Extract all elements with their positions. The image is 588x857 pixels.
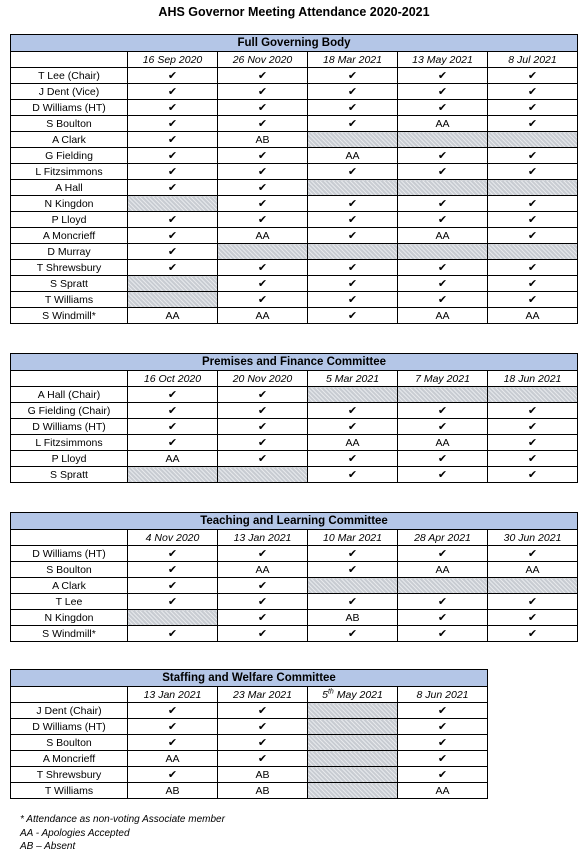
apologies-accepted-cell: AA [398, 308, 488, 324]
attended-check-icon: ✔ [398, 100, 488, 116]
attended-check-icon: ✔ [218, 451, 308, 467]
not-member-cell [488, 132, 578, 148]
attended-check-icon: ✔ [398, 196, 488, 212]
not-member-cell [308, 735, 398, 751]
committee-title: Teaching and Learning Committee [11, 513, 578, 530]
member-row-a-moncrieff [11, 751, 488, 767]
apologies-accepted-cell: AA [128, 451, 218, 467]
attended-check-icon: ✔ [128, 578, 218, 594]
member-row-d-murray [11, 244, 578, 260]
apologies-accepted-cell: AA [488, 562, 578, 578]
member-row-j-dent-chair [11, 703, 488, 719]
apologies-accepted-cell: AA [218, 308, 308, 324]
attended-check-icon: ✔ [398, 84, 488, 100]
header-corner-cell [11, 530, 128, 546]
attended-check-icon: ✔ [128, 180, 218, 196]
not-member-cell [398, 132, 488, 148]
not-member-cell [218, 467, 308, 483]
not-member-cell [128, 610, 218, 626]
attended-check-icon: ✔ [308, 419, 398, 435]
header-corner-cell [11, 52, 128, 68]
footnote-absent: AB – Absent [20, 841, 76, 852]
attended-check-icon: ✔ [398, 451, 488, 467]
member-name: J Dent (Chair) [11, 703, 128, 719]
header-corner-cell [11, 687, 128, 703]
attended-check-icon: ✔ [218, 735, 308, 751]
member-name: P Lloyd [11, 212, 128, 228]
member-row-s-windmill [11, 308, 578, 324]
premises-finance-table [10, 353, 578, 483]
not-member-cell [308, 132, 398, 148]
attended-check-icon: ✔ [128, 228, 218, 244]
absent-cell: AB [218, 767, 308, 783]
attended-check-icon: ✔ [488, 100, 578, 116]
attended-check-icon: ✔ [218, 626, 308, 642]
not-member-cell [488, 244, 578, 260]
attended-check-icon: ✔ [488, 626, 578, 642]
attended-check-icon: ✔ [398, 276, 488, 292]
member-row-t-lee [11, 594, 578, 610]
member-name: A Moncrieff [11, 228, 128, 244]
member-row-p-lloyd [11, 212, 578, 228]
attended-check-icon: ✔ [218, 164, 308, 180]
date-ordinal-suffix: th [327, 688, 334, 695]
not-member-cell [308, 751, 398, 767]
attended-check-icon: ✔ [128, 626, 218, 642]
attended-check-icon: ✔ [128, 100, 218, 116]
member-name: A Clark [11, 578, 128, 594]
meeting-date-header: 4 Nov 2020 [128, 530, 218, 546]
full-governing-body-table [10, 34, 578, 324]
member-row-a-clark [11, 578, 578, 594]
member-name: G Fielding [11, 148, 128, 164]
not-member-cell [488, 387, 578, 403]
member-name: S Spratt [11, 276, 128, 292]
attended-check-icon: ✔ [128, 260, 218, 276]
not-member-cell [218, 244, 308, 260]
member-row-g-fielding-chair [11, 403, 578, 419]
member-name: J Dent (Vice) [11, 84, 128, 100]
attended-check-icon: ✔ [308, 308, 398, 324]
attended-check-icon: ✔ [488, 84, 578, 100]
attended-check-icon: ✔ [218, 610, 308, 626]
attended-check-icon: ✔ [218, 403, 308, 419]
attended-check-icon: ✔ [488, 435, 578, 451]
committee-title: Premises and Finance Committee [11, 354, 578, 371]
attended-check-icon: ✔ [218, 578, 308, 594]
attended-check-icon: ✔ [218, 260, 308, 276]
attended-check-icon: ✔ [218, 180, 308, 196]
attended-check-icon: ✔ [398, 292, 488, 308]
attended-check-icon: ✔ [398, 164, 488, 180]
attended-check-icon: ✔ [308, 562, 398, 578]
member-row-s-spratt [11, 467, 578, 483]
member-row-t-lee-chair [11, 68, 578, 84]
attended-check-icon: ✔ [308, 84, 398, 100]
attended-check-icon: ✔ [308, 546, 398, 562]
member-row-d-williams-ht [11, 419, 578, 435]
absent-cell: AB [218, 783, 308, 799]
attended-check-icon: ✔ [218, 276, 308, 292]
meeting-date-header: 20 Nov 2020 [218, 371, 308, 387]
not-member-cell [308, 180, 398, 196]
attended-check-icon: ✔ [488, 451, 578, 467]
attended-check-icon: ✔ [488, 467, 578, 483]
page-title: AHS Governor Meeting Attendance 2020-2021 [158, 5, 430, 19]
not-member-cell [398, 180, 488, 196]
attended-check-icon: ✔ [128, 767, 218, 783]
meeting-date-header: 23 Mar 2021 [218, 687, 308, 703]
footnote-apologies: AA - Apologies Accepted [20, 827, 130, 839]
not-member-cell [308, 703, 398, 719]
not-member-cell [128, 276, 218, 292]
attended-check-icon: ✔ [398, 626, 488, 642]
attended-check-icon: ✔ [308, 403, 398, 419]
not-member-cell [488, 180, 578, 196]
attended-check-icon: ✔ [488, 260, 578, 276]
attended-check-icon: ✔ [128, 148, 218, 164]
apologies-accepted-cell: AA [218, 228, 308, 244]
attended-check-icon: ✔ [398, 594, 488, 610]
member-name: N Kingdon [11, 196, 128, 212]
meeting-date-header: 18 Mar 2021 [308, 52, 398, 68]
attended-check-icon: ✔ [488, 403, 578, 419]
meeting-date-header: 13 May 2021 [398, 52, 488, 68]
header-corner-cell [11, 371, 128, 387]
attended-check-icon: ✔ [218, 148, 308, 164]
meeting-date-header: 13 Jan 2021 [128, 687, 218, 703]
apologies-accepted-cell: AA [128, 308, 218, 324]
member-row-n-kingdon [11, 196, 578, 212]
attended-check-icon: ✔ [488, 594, 578, 610]
member-name: T Shrewsbury [11, 260, 128, 276]
attended-check-icon: ✔ [488, 610, 578, 626]
attended-check-icon: ✔ [308, 116, 398, 132]
committee-title: Full Governing Body [11, 35, 578, 52]
date-day: 5 [322, 688, 328, 701]
attended-check-icon: ✔ [128, 212, 218, 228]
not-member-cell [308, 783, 398, 799]
meeting-date-header: 30 Jun 2021 [488, 530, 578, 546]
member-name: A Hall (Chair) [11, 387, 128, 403]
meeting-date-header: 16 Sep 2020 [128, 52, 218, 68]
attended-check-icon: ✔ [398, 148, 488, 164]
apologies-accepted-cell: AA [308, 148, 398, 164]
committee-title: Staffing and Welfare Committee [11, 670, 488, 687]
attended-check-icon: ✔ [218, 196, 308, 212]
apologies-accepted-cell: AA [398, 562, 488, 578]
attended-check-icon: ✔ [308, 68, 398, 84]
member-row-t-shrewsbury [11, 260, 578, 276]
meeting-date-header: 28 Apr 2021 [398, 530, 488, 546]
not-member-cell [398, 244, 488, 260]
attended-check-icon: ✔ [398, 467, 488, 483]
attended-check-icon: ✔ [308, 196, 398, 212]
attended-check-icon: ✔ [308, 276, 398, 292]
attended-check-icon: ✔ [128, 68, 218, 84]
attended-check-icon: ✔ [218, 212, 308, 228]
attended-check-icon: ✔ [398, 735, 488, 751]
member-name: T Lee (Chair) [11, 68, 128, 84]
teaching-learning-table [10, 512, 578, 642]
attended-check-icon: ✔ [488, 276, 578, 292]
attended-check-icon: ✔ [398, 719, 488, 735]
attended-check-icon: ✔ [308, 260, 398, 276]
attended-check-icon: ✔ [488, 116, 578, 132]
attended-check-icon: ✔ [128, 387, 218, 403]
member-name: D Williams (HT) [11, 419, 128, 435]
attended-check-icon: ✔ [128, 435, 218, 451]
attended-check-icon: ✔ [308, 228, 398, 244]
member-row-a-clark [11, 132, 578, 148]
attended-check-icon: ✔ [218, 719, 308, 735]
attended-check-icon: ✔ [308, 467, 398, 483]
attended-check-icon: ✔ [128, 594, 218, 610]
absent-cell: AB [218, 132, 308, 148]
member-name: G Fielding (Chair) [11, 403, 128, 419]
not-member-cell [398, 578, 488, 594]
attended-check-icon: ✔ [128, 244, 218, 260]
member-row-a-hall-chair [11, 387, 578, 403]
not-member-cell [128, 292, 218, 308]
member-row-t-williams [11, 292, 578, 308]
member-name: T Shrewsbury [11, 767, 128, 783]
attended-check-icon: ✔ [398, 260, 488, 276]
attended-check-icon: ✔ [398, 751, 488, 767]
attended-check-icon: ✔ [488, 164, 578, 180]
attended-check-icon: ✔ [218, 594, 308, 610]
member-name: D Williams (HT) [11, 100, 128, 116]
attended-check-icon: ✔ [218, 116, 308, 132]
member-row-s-spratt [11, 276, 578, 292]
meeting-date-header: 8 Jun 2021 [398, 687, 488, 703]
member-row-n-kingdon [11, 610, 578, 626]
attended-check-icon: ✔ [128, 84, 218, 100]
not-member-cell [398, 387, 488, 403]
attended-check-icon: ✔ [398, 703, 488, 719]
attended-check-icon: ✔ [218, 751, 308, 767]
attended-check-icon: ✔ [218, 100, 308, 116]
attended-check-icon: ✔ [218, 84, 308, 100]
not-member-cell [308, 244, 398, 260]
member-row-s-boulton [11, 735, 488, 751]
attended-check-icon: ✔ [128, 116, 218, 132]
attended-check-icon: ✔ [128, 735, 218, 751]
member-name: T Lee [11, 594, 128, 610]
member-row-a-moncrieff [11, 228, 578, 244]
member-name: A Hall [11, 180, 128, 196]
footnotes [20, 813, 225, 854]
meeting-date-header: 10 Mar 2021 [308, 530, 398, 546]
member-name: S Windmill* [11, 308, 128, 324]
meeting-date-header: 8 Jul 2021 [488, 52, 578, 68]
member-name: S Boulton [11, 562, 128, 578]
member-name: D Murray [11, 244, 128, 260]
attended-check-icon: ✔ [218, 387, 308, 403]
date-month-year: May 2021 [333, 688, 383, 701]
absent-cell: AB [128, 783, 218, 799]
attended-check-icon: ✔ [308, 451, 398, 467]
member-name: A Moncrieff [11, 751, 128, 767]
member-name: S Windmill* [11, 626, 128, 642]
attended-check-icon: ✔ [128, 703, 218, 719]
member-name: D Williams (HT) [11, 546, 128, 562]
member-row-s-boulton [11, 116, 578, 132]
member-row-p-lloyd [11, 451, 578, 467]
attended-check-icon: ✔ [308, 164, 398, 180]
apologies-accepted-cell: AA [398, 783, 488, 799]
member-name: S Boulton [11, 116, 128, 132]
attended-check-icon: ✔ [128, 164, 218, 180]
attended-check-icon: ✔ [218, 292, 308, 308]
apologies-accepted-cell: AA [128, 751, 218, 767]
apologies-accepted-cell: AA [398, 435, 488, 451]
not-member-cell [308, 719, 398, 735]
member-row-d-williams-ht [11, 546, 578, 562]
member-row-t-shrewsbury [11, 767, 488, 783]
attended-check-icon: ✔ [488, 419, 578, 435]
attended-check-icon: ✔ [308, 292, 398, 308]
attended-check-icon: ✔ [128, 546, 218, 562]
member-row-l-fitzsimmons [11, 435, 578, 451]
member-row-j-dent-vice [11, 84, 578, 100]
attended-check-icon: ✔ [398, 767, 488, 783]
meeting-date-header [308, 687, 398, 703]
attended-check-icon: ✔ [218, 546, 308, 562]
member-name: N Kingdon [11, 610, 128, 626]
attended-check-icon: ✔ [218, 435, 308, 451]
member-name: L Fitzsimmons [11, 164, 128, 180]
member-name: L Fitzsimmons [11, 435, 128, 451]
not-member-cell [128, 467, 218, 483]
apologies-accepted-cell: AA [218, 562, 308, 578]
member-name: S Boulton [11, 735, 128, 751]
not-member-cell [488, 578, 578, 594]
apologies-accepted-cell: AA [308, 435, 398, 451]
not-member-cell [308, 578, 398, 594]
attended-check-icon: ✔ [398, 610, 488, 626]
member-row-d-williams-ht [11, 100, 578, 116]
attended-check-icon: ✔ [488, 212, 578, 228]
attended-check-icon: ✔ [218, 703, 308, 719]
not-member-cell [308, 387, 398, 403]
meeting-date-header: 7 May 2021 [398, 371, 488, 387]
member-name: T Williams [11, 783, 128, 799]
attended-check-icon: ✔ [128, 132, 218, 148]
member-row-l-fitzsimmons [11, 164, 578, 180]
member-row-d-williams-ht [11, 719, 488, 735]
attended-check-icon: ✔ [128, 562, 218, 578]
attended-check-icon: ✔ [218, 419, 308, 435]
attended-check-icon: ✔ [398, 68, 488, 84]
apologies-accepted-cell: AA [488, 308, 578, 324]
not-member-cell [128, 196, 218, 212]
member-name: S Spratt [11, 467, 128, 483]
meeting-date-header: 5 Mar 2021 [308, 371, 398, 387]
member-row-t-williams [11, 783, 488, 799]
not-member-cell [308, 767, 398, 783]
member-row-s-windmill [11, 626, 578, 642]
member-row-g-fielding [11, 148, 578, 164]
attended-check-icon: ✔ [398, 546, 488, 562]
meeting-date-header: 26 Nov 2020 [218, 52, 308, 68]
attended-check-icon: ✔ [488, 196, 578, 212]
attended-check-icon: ✔ [308, 212, 398, 228]
attended-check-icon: ✔ [488, 292, 578, 308]
attended-check-icon: ✔ [128, 403, 218, 419]
attended-check-icon: ✔ [488, 228, 578, 244]
attended-check-icon: ✔ [488, 546, 578, 562]
meeting-date-header: 16 Oct 2020 [128, 371, 218, 387]
footnote-associate: * Attendance as non-voting Associate member [20, 814, 225, 825]
attended-check-icon: ✔ [398, 212, 488, 228]
apologies-accepted-cell: AA [398, 228, 488, 244]
attended-check-icon: ✔ [308, 594, 398, 610]
member-row-a-hall [11, 180, 578, 196]
meeting-date-header: 18 Jun 2021 [488, 371, 578, 387]
member-name: T Williams [11, 292, 128, 308]
attended-check-icon: ✔ [398, 419, 488, 435]
attended-check-icon: ✔ [308, 626, 398, 642]
attended-check-icon: ✔ [218, 68, 308, 84]
member-name: A Clark [11, 132, 128, 148]
meeting-date-header: 13 Jan 2021 [218, 530, 308, 546]
attended-check-icon: ✔ [128, 719, 218, 735]
member-name: P Lloyd [11, 451, 128, 467]
absent-cell: AB [308, 610, 398, 626]
attended-check-icon: ✔ [488, 148, 578, 164]
staffing-welfare-table [10, 669, 488, 799]
attended-check-icon: ✔ [308, 100, 398, 116]
apologies-accepted-cell: AA [398, 116, 488, 132]
member-name: D Williams (HT) [11, 719, 128, 735]
attended-check-icon: ✔ [488, 68, 578, 84]
member-row-s-boulton [11, 562, 578, 578]
attended-check-icon: ✔ [398, 403, 488, 419]
attended-check-icon: ✔ [128, 419, 218, 435]
